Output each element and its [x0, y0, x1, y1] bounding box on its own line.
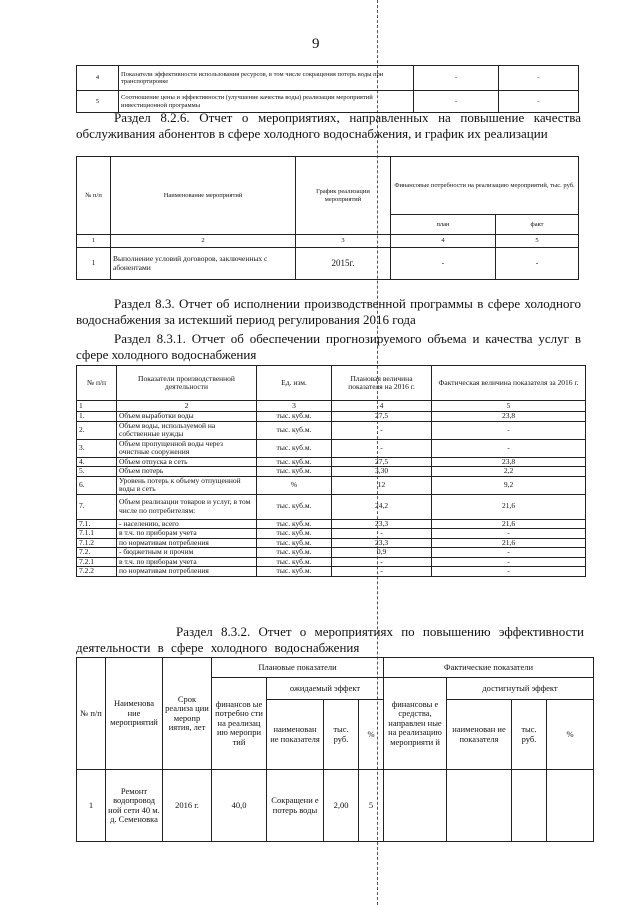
header-expected: ожидаемый эффект [267, 678, 384, 700]
table-row [77, 567, 586, 577]
row-unit: тыс. куб.м. [257, 412, 332, 422]
row-name: Объем реализации товаров и услуг, в том числе по потребителям: [117, 494, 257, 519]
section-826-heading: Раздел 8.2.6. Отчет о мероприятиях, направленных на повышение качества обслуживания абонентов в сфере холодного водоснабжения, и график их реализации [76, 110, 581, 141]
row-fact: 21,6 [432, 519, 586, 529]
header-schedule: График реализации мероприятий [296, 157, 391, 235]
row-num: 4. [77, 457, 117, 467]
row-plan: - [332, 421, 432, 439]
row-fin-fact [384, 770, 447, 842]
row-num: 1. [77, 412, 117, 422]
row-unit: тыс. куб.м. [257, 421, 332, 439]
row-schedule: 2015г. [296, 248, 391, 280]
row-name: - бюджетным и прочим [117, 548, 257, 558]
header-ach-rub: тыс. руб. [512, 700, 547, 770]
row-num: 2. [77, 421, 117, 439]
row-eff-name: Сокращени е потерь воды [267, 770, 324, 842]
row-name: в т.ч. по приборам учета [117, 557, 257, 567]
row-num: 7.2. [77, 548, 117, 558]
index-row [77, 401, 586, 412]
row-plan: 0,9 [332, 548, 432, 558]
header-ach-pct: % [547, 700, 594, 770]
header-plan: план [391, 215, 496, 235]
table-row [77, 412, 586, 422]
header-fin-plan: финансов ые потребно сти на реализац ию меропри тий [212, 678, 267, 770]
row-name: по нормативам потребления [117, 567, 257, 577]
row-plan: - [391, 248, 496, 280]
row-num: 7.2.1 [77, 557, 117, 567]
header-unit: Ед. изм. [257, 366, 332, 401]
row-name: Соотношение цены и эффективности (улучшение качества воды) реализации мероприятий инвестиционной программы [119, 91, 414, 113]
table-row [77, 421, 586, 439]
header-fin-fact: финансовы е средства, направлен ные на реализацию мероприяти й [384, 678, 447, 770]
row-num: 3. [77, 439, 117, 457]
section-83-heading: Раздел 8.3. Отчет об исполнении производственной программы в сфере холодного водоснабжения за истекший период регулирования 2016 года [76, 296, 581, 327]
row-num: 6. [77, 476, 117, 494]
table-row [77, 770, 594, 842]
row-plan: 23,3 [332, 519, 432, 529]
row-plan: 27,5 [332, 412, 432, 422]
row-name: Объем отпуска в сеть [117, 457, 257, 467]
table-row [77, 66, 579, 91]
row-fact: - [432, 421, 586, 439]
header-finance: Финансовые потребности на реализацию мероприятий, тыс. руб. [391, 157, 579, 215]
header-eff-rub: тыс. руб. [324, 700, 359, 770]
row-name: Объем пропущенной воды через очистные сооружения [117, 439, 257, 457]
index-cell: 4 [391, 235, 496, 248]
row-num: 7. [77, 494, 117, 519]
index-cell: 1 [77, 235, 111, 248]
row-fact: - [432, 439, 586, 457]
row-num: 7.1.2 [77, 538, 117, 548]
row-unit: тыс. куб.м. [257, 439, 332, 457]
row-name: Объем потерь [117, 467, 257, 477]
table-row [77, 248, 579, 280]
page-number: 9 [312, 36, 320, 52]
row-eff-rub: 2,00 [324, 770, 359, 842]
header-name: Показатели производственной деятельности [117, 366, 257, 401]
row-unit: тыс. куб.м. [257, 538, 332, 548]
row-name: Уровень потерь к объему отпущенной воды в сеть [117, 476, 257, 494]
row-unit: тыс. куб.м. [257, 519, 332, 529]
row-unit: тыс. куб.м. [257, 557, 332, 567]
row-num: 7.2.2 [77, 567, 117, 577]
index-cell: 3 [296, 235, 391, 248]
section-832-heading: Раздел 8.3.2. Отчет о мероприятиях по повышению эффективности деятельности в сфере холодного водоснабжения [76, 624, 584, 655]
section-831-heading: Раздел 8.3.1. Отчет об обеспечении прогнозируемого объема и качества услуг в сфере холодного водоснабжения [76, 331, 581, 362]
index-cell: 2 [111, 235, 296, 248]
row-fin-plan: 40,0 [212, 770, 267, 842]
row-unit: тыс. куб.м. [257, 548, 332, 558]
row-num: 5. [77, 467, 117, 477]
row-fact: - [432, 529, 586, 539]
row-name: Объем выработки воды [117, 412, 257, 422]
row-fact: 21,6 [432, 538, 586, 548]
header-num: № п/п [77, 366, 117, 401]
header-fact: Фактическая величина показателя за 2016 г. [432, 366, 586, 401]
row-plan: - [332, 439, 432, 457]
table-row [77, 439, 586, 457]
header-ach-name: наименован ие показателя [447, 700, 512, 770]
row-plan: 23,3 [332, 538, 432, 548]
header-plan: Плановая величина показателя на 2016 г. [332, 366, 432, 401]
row-term: 2016 г. [163, 770, 212, 842]
header-planned: Плановые показатели [212, 658, 384, 678]
index-row [77, 235, 579, 248]
row-unit: тыс. куб.м. [257, 457, 332, 467]
row-value: - [414, 66, 499, 91]
row-name: по нормативам потребления [117, 538, 257, 548]
header-eff-name: наименован ие показателя [267, 700, 324, 770]
row-unit: тыс. куб.м. [257, 529, 332, 539]
index-cell: 5 [496, 235, 579, 248]
section-832-table [76, 657, 594, 842]
table-row [77, 529, 586, 539]
table-row [77, 476, 586, 494]
row-fact: - [432, 548, 586, 558]
row-value: - [499, 66, 579, 91]
row-name: Выполнение условий договоров, заключенных с абонентами [111, 248, 296, 280]
header-num: № п/п [77, 157, 111, 235]
row-name: - населению, всего [117, 519, 257, 529]
row-num: 1 [77, 248, 111, 280]
row-fact: 23,8 [432, 457, 586, 467]
row-fact: - [432, 557, 586, 567]
row-num: 5 [77, 91, 119, 113]
header-fact: факт [496, 215, 579, 235]
row-fact: 9,2 [432, 476, 586, 494]
row-num: 7.1.1 [77, 529, 117, 539]
row-fact: - [496, 248, 579, 280]
row-value: - [499, 91, 579, 113]
row-value: - [414, 91, 499, 113]
index-cell: 1 [77, 401, 117, 412]
section-831-table [76, 365, 586, 577]
header-actual: Фактические показатели [384, 658, 594, 678]
row-unit: тыс. куб.м. [257, 467, 332, 477]
row-name: Показатели эффективности использования ресурсов, в том числе сокращения потерь воды при транспортировке [119, 66, 414, 91]
row-eff-pct: 5 [359, 770, 384, 842]
row-fact: 21,6 [432, 494, 586, 519]
row-plan: 12 [332, 476, 432, 494]
header-achieved: достигнутый эффект [447, 678, 594, 700]
row-num: 4 [77, 66, 119, 91]
table-row [77, 548, 586, 558]
row-plan: 24,2 [332, 494, 432, 519]
header-name: Наименование мероприятий [111, 157, 296, 235]
row-unit: тыс. куб.м. [257, 567, 332, 577]
row-plan: 3,30 [332, 467, 432, 477]
section-826-table [76, 156, 579, 280]
row-plan: - [332, 529, 432, 539]
top-table [76, 65, 579, 113]
row-fact: - [432, 567, 586, 577]
row-unit: % [257, 476, 332, 494]
index-cell: 3 [257, 401, 332, 412]
row-num: 7.1. [77, 519, 117, 529]
header-term: Срок реализа ции меропр иятия, лет [163, 658, 212, 770]
row-unit: тыс. куб.м. [257, 494, 332, 519]
header-eff-pct: % [359, 700, 384, 770]
row-plan: - [332, 567, 432, 577]
row-ach-rub [512, 770, 547, 842]
index-cell: 5 [432, 401, 586, 412]
row-name: Ремонт водопровод ной сети 40 м. д. Семеновка [106, 770, 163, 842]
row-ach-pct [547, 770, 594, 842]
row-num: 1 [77, 770, 106, 842]
row-fact: 23,8 [432, 412, 586, 422]
table-row [77, 467, 586, 477]
row-ach-name [447, 770, 512, 842]
row-plan: 27,5 [332, 457, 432, 467]
row-name: в т.ч. по приборам учета [117, 529, 257, 539]
header-name: Наименова ние мероприятий [106, 658, 163, 770]
index-cell: 2 [117, 401, 257, 412]
row-name: Объем воды, используемой на собственные нужды [117, 421, 257, 439]
table-row [77, 494, 586, 519]
header-num: № п/п [77, 658, 106, 770]
index-cell: 4 [332, 401, 432, 412]
row-plan: - [332, 557, 432, 567]
row-fact: 2,2 [432, 467, 586, 477]
